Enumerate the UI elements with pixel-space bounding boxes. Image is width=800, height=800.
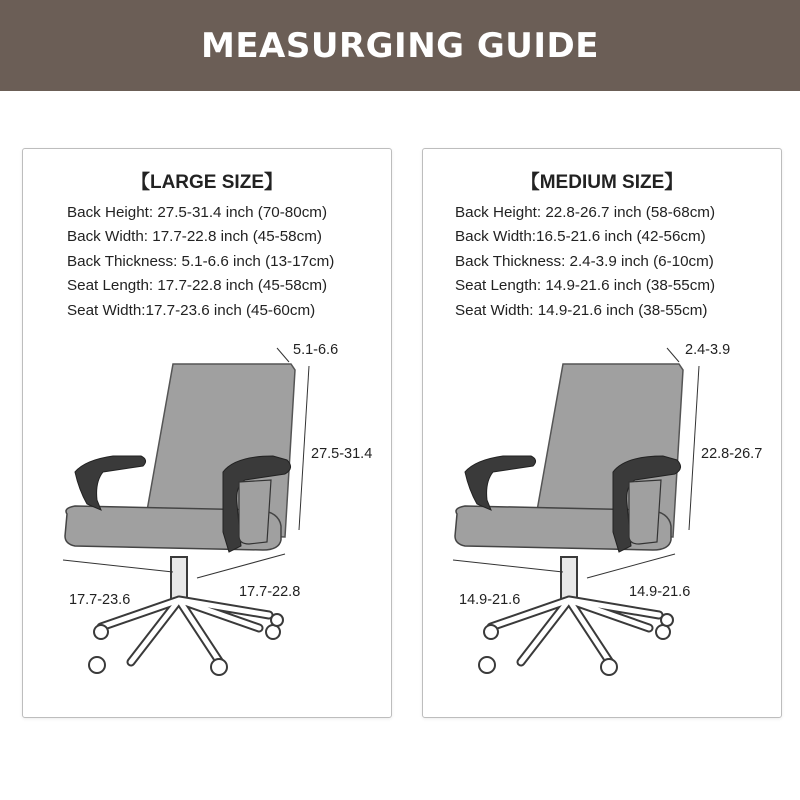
spec-back-width: Back Width: 17.7-22.8 inch (45-58cm) xyxy=(67,228,322,246)
spec-back-height: Back Height: 22.8-26.7 inch (58-68cm) xyxy=(455,204,716,221)
dim-label-seat-width: 14.9-21.6 xyxy=(459,592,521,608)
office-chair-illustration xyxy=(423,332,781,712)
chair-base xyxy=(89,557,283,675)
spec-seat-width: Seat Width:17.7-23.6 inch (45-60cm) xyxy=(67,301,316,319)
size-card-medium xyxy=(422,148,782,718)
spec-back-width: Back Width:16.5-21.6 inch (42-56cm) xyxy=(455,228,706,246)
spec-back-thickness: Back Thickness: 5.1-6.6 inch (13-17cm) xyxy=(67,252,335,270)
chair-armrest-left xyxy=(465,456,536,510)
dim-label-thickness: 2.4-3.9 xyxy=(685,342,731,358)
header-banner xyxy=(0,0,800,91)
dim-label-back-height: 27.5-31.4 xyxy=(311,446,373,462)
size-card-title: 【LARGE SIZE】 xyxy=(130,172,283,193)
dim-label-back-height: 22.8-26.7 xyxy=(701,446,763,462)
spec-list xyxy=(67,201,334,323)
page-title: MEASURGING GUIDE xyxy=(200,25,600,66)
spec-seat-length: Seat Length: 14.9-21.6 inch (38-55cm) xyxy=(455,277,716,295)
office-chair-illustration xyxy=(23,332,391,712)
size-card-title: 【MEDIUM SIZE】 xyxy=(520,172,684,193)
spec-back-height: Back Height: 27.5-31.4 inch (70-80cm) xyxy=(67,204,328,221)
dim-label-thickness: 5.1-6.6 xyxy=(293,342,339,358)
spec-list xyxy=(455,201,715,323)
spec-seat-width: Seat Width: 14.9-21.6 inch (38-55cm) xyxy=(455,301,708,319)
dim-label-seat-length: 17.7-22.8 xyxy=(239,584,301,600)
chair-base xyxy=(479,557,673,675)
spec-seat-length: Seat Length: 17.7-22.8 inch (45-58cm) xyxy=(67,277,328,295)
spec-back-thickness: Back Thickness: 2.4-3.9 inch (6-10cm) xyxy=(455,252,714,270)
size-card-large xyxy=(22,148,392,718)
chair-armrest-left xyxy=(75,456,146,510)
dim-label-seat-length: 14.9-21.6 xyxy=(629,584,691,600)
dim-label-seat-width: 17.7-23.6 xyxy=(69,592,131,608)
